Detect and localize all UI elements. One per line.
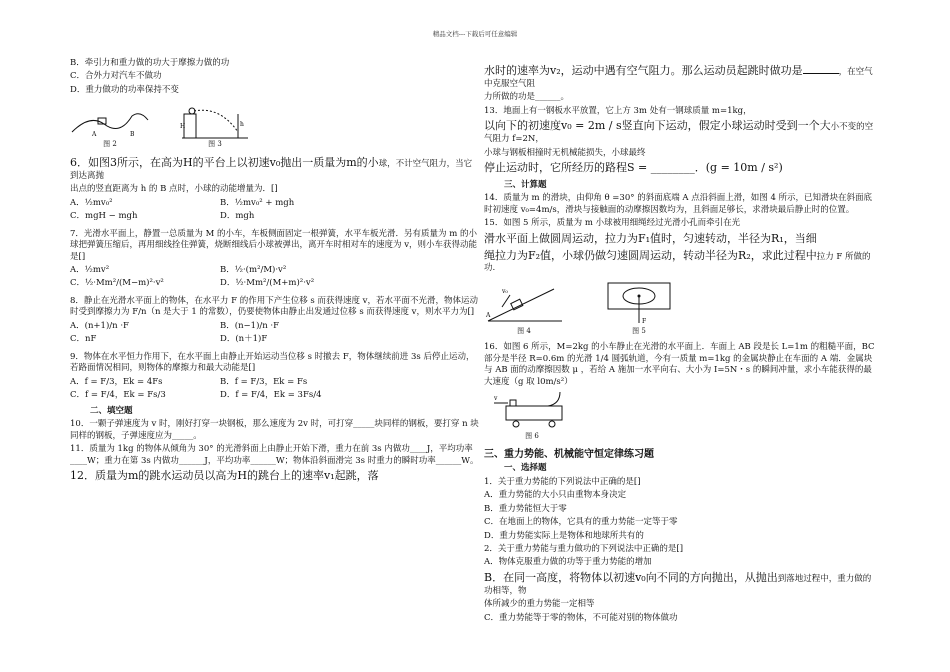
option-c-line: C．合外力对汽车不做功 <box>70 71 162 82</box>
question-8-options <box>70 321 480 332</box>
q7-option-d: D．½·Mm²/(M+m)²·v² <box>220 278 315 289</box>
svg-text:B: B <box>130 131 135 139</box>
figures-4-5 <box>484 281 879 336</box>
question-7: 7．光滑水平面上，静置一总质量为 M 的小车，车板侧面固定一根弹簧，水平车板光滑．另有质量为 m 的小球把弹簧压缩后，再用细线拴住弹簧，烧断细线后小球被弹出，离开车时相对车的速度为 v，则小车获得动能是[] <box>70 228 478 262</box>
question-8: 8．静止在光滑水平面上的物体，在水平力 F 的作用下产生位移 s 而获得速度 v，若水平面不光滑，物体运动时受到摩擦力为 F/n（n 是大于 1 的常数），仍要使物体由静止出发通过位移 s 而获得速度 v，则水平力为[] <box>70 295 478 318</box>
q6-option-a: A．½mv₀² <box>70 197 113 208</box>
q8-option-a: A．(n+1)/n ·F <box>70 320 129 331</box>
figure-3 <box>180 102 250 149</box>
question-8-options-2 <box>70 334 480 345</box>
q7-option-c: C．½·Mm²/(M−m)²·v² <box>70 278 164 289</box>
question-6-options <box>70 198 480 209</box>
item-1: 1．关于重力势能的下列说法中正确的是[] <box>484 476 641 487</box>
figure-5 <box>604 281 674 336</box>
question-12: 12．质量为m的跳水运动员以高为H的跳台上的速率v₁起跳，落 <box>70 469 379 482</box>
q6-option-d: D．mgh <box>220 211 255 222</box>
figure-4 <box>484 281 564 336</box>
item-1c: C．在地面上的物体，它具有的重力势能一定等于零 <box>484 517 678 528</box>
q9-option-b: B．f = F/3，Ek = Fs <box>220 376 308 387</box>
item-1a: A．重力势能的大小只由重物本身决定 <box>484 490 627 501</box>
figure-5-diagram <box>604 281 674 327</box>
q9-option-d: D．f = F/4，Ek = 3Fs/4 <box>220 390 322 401</box>
question-13-cont-2: 小球与钢板相撞时无机械能损失，小球最终 <box>484 147 646 158</box>
q9-option-c: C．f = F/4，Ek = Fs/3 <box>70 390 166 401</box>
question-6: 6．如图3所示，在高为H的平台上以初速v₀抛出一质量为m的小球，不计空气阻力，当它到达离抛 <box>70 155 473 181</box>
svg-text:A: A <box>486 311 491 319</box>
figure-4-diagram <box>484 281 564 327</box>
question-9-options <box>70 377 480 388</box>
question-13: 13．地面上有一钢板水平放置，它上方 3m 处有一钢球质量 m=1kg， <box>484 105 752 116</box>
question-7-options <box>70 265 480 276</box>
q6-option-c: C．mgH − mgh <box>70 211 138 222</box>
figures-2-3 <box>70 102 480 149</box>
figure-6 <box>492 392 879 441</box>
question-11: 11．质量为 1kg 的物体从倾角为 30° 的光滑斜面上由静止开始下滑，重力在前 3s 内做功____J，平均功率____W；重力在第 3s 内做功______J，平均功率______W；物体沿斜面滑完 3s 时重力的瞬时功率______W。 <box>70 444 479 466</box>
section-fill-in-title: 二、填空题 <box>90 405 133 416</box>
item-1b: B．重力势能恒大于零 <box>484 503 567 514</box>
svg-text:v₀: v₀ <box>502 287 508 295</box>
q9-option-a: A．f = F/3，Ek = 4Fs <box>70 376 163 387</box>
question-13-cont-3: 停止运动时，它所经历的路程S = ________．(g = 10m / s²) <box>484 161 783 175</box>
question-9: 9．物体在水平恒力作用下，在水平面上由静止开始运动当位移 s 时撤去 F，物体继续前进 3s 后停止运动，若路面情况相同，则物体的摩擦力和最大动能是[] <box>70 351 475 374</box>
figure-2-diagram <box>70 106 150 140</box>
item-1d: D．重力势能实际上是物体和地球所共有的 <box>484 530 644 541</box>
item-2b-cont: 体所减少的重力势能一定相等 <box>484 599 595 610</box>
figure-4-caption: 图 4 <box>517 326 531 335</box>
q8-option-d: D．(n＋1)F <box>220 334 268 345</box>
svg-text:v: v <box>494 395 498 403</box>
svg-text:h: h <box>240 121 244 129</box>
left-column <box>70 58 480 486</box>
question-12-cont-2: 力所做的功是______。 <box>484 92 570 103</box>
svg-text:H: H <box>180 123 186 131</box>
figure-2 <box>70 106 150 149</box>
q8-option-b: B．(n−1)/n ·F <box>220 320 280 331</box>
option-b-line: B．牵引力和重力做的功大于摩擦力做的功 <box>70 58 230 68</box>
question-10: 10．一颗子弹速度为 v 时，刚好打穿一块钢板，那么速度为 2v 时，可打穿_____块同样的钢板，要打穿 n 块同样的钢板，子弹速度应为_____。 <box>70 419 479 441</box>
svg-text:F: F <box>642 317 647 325</box>
item-2: 2．关于重力势能与重力做功的下列说法中正确的是[] <box>484 543 684 554</box>
section-calc-title: 三、计算题 <box>504 179 547 190</box>
option-d-line: D．重力做功的功率保持不变 <box>70 84 179 95</box>
section-select-title: 一、选择题 <box>504 463 547 474</box>
figure-5-caption: 图 5 <box>632 326 646 335</box>
figure-6-diagram <box>492 392 572 432</box>
q7-option-b: B．½·(m²/M)·v² <box>220 264 287 275</box>
q8-option-c: C．nF <box>70 334 97 345</box>
question-15: 15．如图 5 所示，质量为 m 小球被用细绳经过光滑小孔而牵引在光 <box>484 218 741 229</box>
question-13-cont: 以向下的初速度v₀ = 2m / s竖直向下运动，假定小球运动时受到一个大小不变的空气阻力 f=2N， <box>484 119 874 145</box>
question-7-options-2 <box>70 278 480 289</box>
item-2c: C．重力势能等于零的物体，不可能对别的物体做功 <box>484 612 678 623</box>
item-2a: A．物体克服重力做的功等于重力势能的增加 <box>484 557 652 568</box>
page-header: 精品文档---下载后可任意编辑 <box>432 30 518 38</box>
figure-3-diagram <box>180 102 250 140</box>
question-16: 16．如图 6 所示，M=2kg 的小车静止在光滑的水平面上．车面上 AB 段是长 L=1m 的粗糙平面，BC 部分是半径 R=0.6m 的光滑 1/4 圆弧轨道，今有一质量 m=1kg 的金属块静止在车面的 A 端．金属块与 AB 面的动摩擦因数 μ ，若给 A 施加一水平向右、大小为 I=5N・s 的瞬间冲量，求小车能获得的最大速度（g 取 l0m/s²） <box>484 342 875 387</box>
question-6-cont: 出点的竖直距离为 h 的 B 点时，小球的动能增量为．[] <box>70 184 278 195</box>
svg-text:A: A <box>92 131 97 139</box>
question-15-cont: 滑水平面上做圆周运动，拉力为F₁值时，匀速转动，半径为R₁，当细 <box>484 231 817 245</box>
question-9-options-2 <box>70 390 480 401</box>
q6-option-b: B．½mv₀² + mgh <box>220 197 295 208</box>
figure-2-caption: 图 2 <box>103 140 117 149</box>
question-14: 14．质量为 m 的滑块，由仰角 θ =30° 的斜面底端 A 点沿斜面上滑，如图 4 所示，已知滑块在斜面底时初速度 v₀=4m/s，滑块与接触面的动摩擦因数均为，且斜面足够长，求滑块最后静止时的位置。 <box>484 193 873 215</box>
q7-option-a: A．½mv² <box>70 264 110 275</box>
figure-6-caption: 图 6 <box>525 432 539 441</box>
item-2b: B．在同一高度，将物体以初速v₀向不同的方向抛出，从抛出到落地过程中，重力做的功相等，物 <box>484 570 872 596</box>
question-15-cont-2: 绳拉力为F₂值，小球仍做匀速圆周运动，转动半径为R₂，求此过程中拉力 F 所做的功. <box>484 248 871 274</box>
question-6-options-2 <box>70 211 480 222</box>
chapter-title: 三、重力势能、机械能守恒定律练习题 <box>484 448 654 460</box>
figure-3-caption: 图 3 <box>208 140 222 149</box>
right-column <box>484 64 879 626</box>
question-12-cont: 水时的速率为v₂，运动中遇有空气阻力。那么运动员起跳时做功是 ，在空气中克服空气阻 <box>484 64 873 89</box>
